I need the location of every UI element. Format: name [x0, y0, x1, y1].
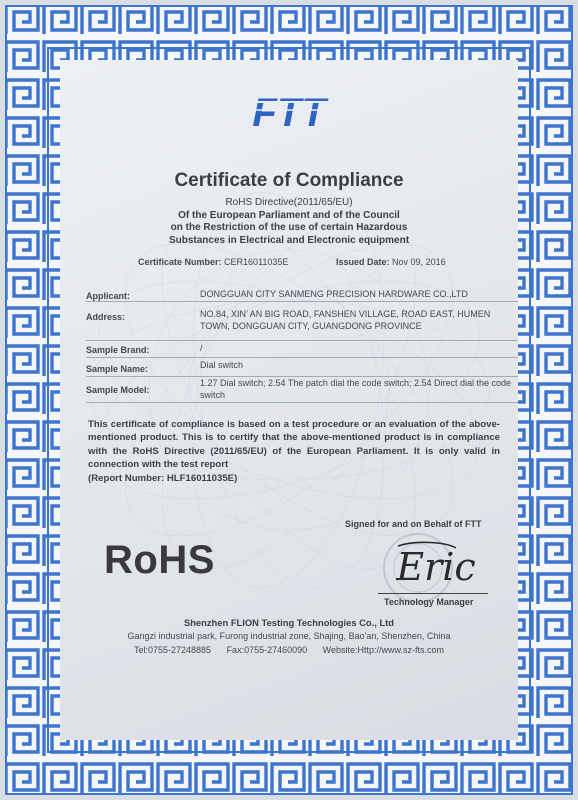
ftt-logo: [245, 88, 333, 134]
fax: Fax:0755-27460090: [226, 645, 308, 655]
certificate-number: [138, 257, 288, 267]
signature: [376, 532, 496, 596]
signature-line: [378, 593, 488, 594]
directive-subtitle: [0, 197, 578, 247]
svg-text:Eric: Eric: [396, 545, 476, 589]
field-label: Sample Name:: [86, 364, 149, 374]
company-address: Gangzi industrial park, Furong industrial zone, Shajing, Bao'an, Shenzhen, China: [127, 631, 451, 641]
website: Website:Http://www.sz-fts.com: [322, 645, 445, 655]
page-title: Certificate of Compliance: [174, 170, 404, 191]
field-label: Sample Brand:: [86, 345, 150, 355]
report-number: (Report Number: HLF16011035E): [88, 472, 238, 484]
signed-for-label: Signed for and on Behalf of FTT: [345, 519, 482, 529]
field-divider: [86, 301, 518, 302]
subtitle-line: Substances in Electrical and Electronic equipment: [168, 234, 410, 246]
field-label: Address:: [86, 312, 126, 322]
rohs-mark: RoHS: [104, 538, 215, 582]
subtitle-line: RoHS Directive(2011/65/EU): [225, 197, 353, 208]
compliance-statement: [88, 418, 500, 485]
field-divider: [86, 340, 518, 341]
field-divider: [86, 357, 518, 358]
signer-title: Technology Manager: [384, 597, 474, 607]
subtitle-line: Of the European Parliament and of the Council: [178, 209, 400, 221]
field-value: /: [200, 343, 203, 353]
statement-text: This certificate of compliance is based on a test procedure or an evaluation of the above-mentioned product. This is to certify that the above-mentioned product is in compliance with the RoHS Directive (2011/65/EU) of the European Parliament. It is only valid in connection with the test report: [88, 419, 500, 471]
field-label: Applicant:: [86, 291, 130, 301]
field-divider: [86, 402, 518, 403]
telephone: Tel:0755-27248885: [133, 645, 212, 655]
certificate-number-label: Certificate Number:: [138, 257, 222, 267]
field-label: Sample Model:: [86, 385, 150, 395]
issued-date: [336, 257, 446, 267]
issued-date-label: Issued Date:: [336, 257, 390, 267]
field-value: 1.27 Dial switch; 2.54 The patch dial the code switch; 2.54 Direct dial the code switch: [200, 378, 512, 400]
company-name: Shenzhen FLION Testing Technologies Co., Ltd: [183, 617, 395, 628]
issued-date-value: Nov 09, 2016: [392, 257, 446, 267]
field-value: Dial switch: [200, 360, 244, 370]
subtitle-line: on the Restriction of the use of certain Hazardous: [170, 222, 408, 233]
field-value: DONGGUAN CITY SANMENG PRECISION HARDWARE CO.,LTD: [200, 289, 468, 299]
certificate-number-value: CER16011035E: [224, 257, 289, 267]
contact-line: [0, 645, 578, 655]
svg-text:FTT: FTT: [252, 91, 326, 134]
field-value: NO.84, XIN’ AN BIG ROAD, FANSHEN VILLAGE, ROAD EAST, HUMEN TOWN, DONGGUAN CITY, GUANGDONG PROVINCE: [200, 309, 491, 331]
field-divider: [86, 376, 518, 377]
